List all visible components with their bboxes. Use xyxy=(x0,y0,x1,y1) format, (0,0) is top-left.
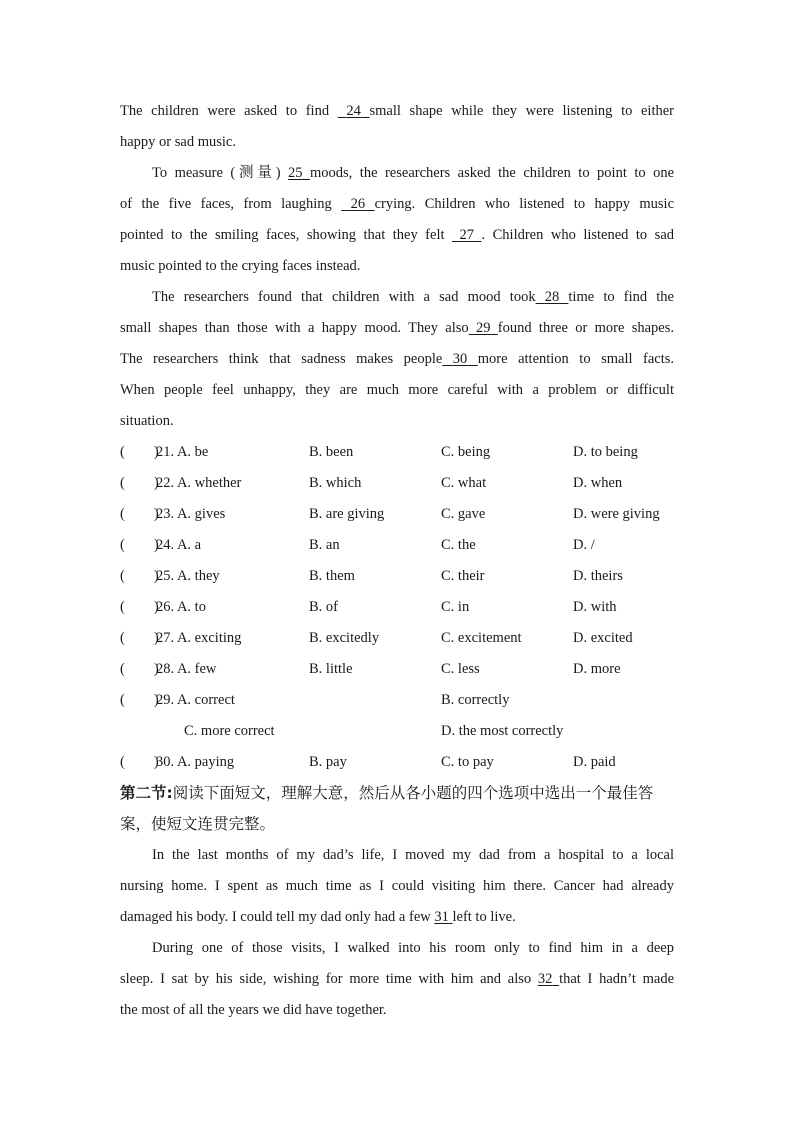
option-a: 24. A. a xyxy=(156,537,202,553)
option-a: 29. A. correct xyxy=(156,692,235,708)
question-29-cont xyxy=(120,716,674,747)
passage-line: When people feel unhappy, they are much more careful with a problem or difficult xyxy=(120,382,674,398)
option-d: D. the most correctly xyxy=(441,723,564,739)
blank-25: 25 xyxy=(288,165,303,181)
question-21 xyxy=(120,437,674,468)
option-c: C. in xyxy=(441,599,470,615)
exam-page xyxy=(120,96,674,1026)
answer-paren[interactable]: ( ) xyxy=(120,692,159,708)
question-29 xyxy=(120,685,674,716)
question-27 xyxy=(120,623,674,654)
answer-paren[interactable]: ( ) xyxy=(120,444,159,460)
passage-2 xyxy=(120,840,674,1026)
question-26 xyxy=(120,592,674,623)
blank-31: 31 xyxy=(434,909,449,925)
passage-1 xyxy=(120,96,674,437)
answer-paren[interactable]: ( ) xyxy=(120,475,159,491)
instruction-text: 阅读下面短文，理解大意，然后从各小题的四个选项中选出一个最佳答 xyxy=(172,784,654,802)
option-c: C. gave xyxy=(441,506,486,522)
answer-paren[interactable]: ( ) xyxy=(120,537,159,553)
option-c: C. excitement xyxy=(441,630,522,646)
answer-paren[interactable]: ( ) xyxy=(120,661,159,677)
section-heading xyxy=(120,778,674,809)
passage-line: happy or sad music. xyxy=(120,134,236,150)
option-d: D. more xyxy=(573,661,621,677)
option-a: 25. A. they xyxy=(156,568,220,584)
option-a: 28. A. few xyxy=(156,661,217,677)
passage-line: small shapes than those with a happy mood. They also 29 found three or more shapes. xyxy=(120,320,674,336)
section-2-instructions xyxy=(120,778,674,840)
option-b: B. little xyxy=(309,661,353,677)
answer-paren[interactable]: ( ) xyxy=(120,506,159,522)
option-c: C. less xyxy=(441,661,480,677)
passage-line: damaged his body. I could tell my dad only had a few 31 left to live. xyxy=(120,909,516,925)
option-a: 26. A. to xyxy=(156,599,206,615)
passage-line: of the five faces, from laughing 26 crying. Children who listened to happy music xyxy=(120,196,675,212)
option-d: D. to being xyxy=(573,444,638,460)
passage-line: nursing home. I spent as much time as I could visiting him there. Cancer had already xyxy=(120,878,674,894)
passage-line: In the last months of my dad’s life, I moved my dad from a hospital to a local xyxy=(152,847,674,863)
option-d: D. when xyxy=(573,475,623,491)
option-c: C. what xyxy=(441,475,487,491)
passage-line: pointed to the smiling faces, showing that they felt 27 . Children who listened to sad xyxy=(120,227,675,243)
passage-line: The children were asked to find 24 small shape while they were listening to either xyxy=(120,103,674,119)
option-d: D. were giving xyxy=(573,506,660,522)
option-c: C. to pay xyxy=(441,754,494,770)
option-b: B. them xyxy=(309,568,355,584)
question-list xyxy=(120,437,674,778)
option-a: 21. A. be xyxy=(156,444,209,460)
option-c: C. more correct xyxy=(184,723,275,739)
option-c: C. the xyxy=(441,537,476,553)
answer-paren[interactable]: ( ) xyxy=(120,754,159,770)
question-22 xyxy=(120,468,674,499)
option-a: 30. A. paying xyxy=(156,754,235,770)
passage-line: music pointed to the crying faces instead. xyxy=(120,258,361,274)
passage-line: During one of those visits, I walked into his room only to find him in a deep xyxy=(152,940,674,956)
passage-line: The researchers found that children with a sad mood took 28 time to find the xyxy=(152,289,674,305)
option-b: B. excitedly xyxy=(309,630,380,646)
question-24 xyxy=(120,530,674,561)
section-label: 第二节: xyxy=(120,784,173,802)
option-b: B. been xyxy=(309,444,354,460)
passage-line: the most of all the years we did have together. xyxy=(120,1002,387,1018)
option-d: D. / xyxy=(573,537,595,553)
option-d: D. excited xyxy=(573,630,633,646)
option-a: 27. A. exciting xyxy=(156,630,242,646)
option-c: C. being xyxy=(441,444,491,460)
question-25 xyxy=(120,561,674,592)
answer-paren[interactable]: ( ) xyxy=(120,568,159,584)
passage-line: To measure (测量) 25 moods, the researchers asked the children to point to one xyxy=(152,165,675,181)
blank-32: 32 xyxy=(537,971,553,987)
option-b: B. correctly xyxy=(441,692,510,708)
blank-24: 24 xyxy=(346,103,361,119)
option-d: D. theirs xyxy=(573,568,623,584)
blank-30: 30 xyxy=(452,351,468,367)
passage-line: situation. xyxy=(120,413,174,429)
option-d: D. paid xyxy=(573,754,616,770)
blank-27: 27 xyxy=(459,227,474,243)
instruction-text-cont: 案，使短文连贯完整。 xyxy=(120,815,276,833)
question-28 xyxy=(120,654,674,685)
passage-line: The researchers think that sadness makes people 30 more attention to small facts. xyxy=(120,351,674,367)
option-b: B. which xyxy=(309,475,362,491)
option-a: 23. A. gives xyxy=(156,506,226,522)
blank-29: 29 xyxy=(475,320,491,336)
option-b: B. an xyxy=(309,537,340,553)
option-d: D. with xyxy=(573,599,617,615)
option-b: B. are giving xyxy=(309,506,385,522)
option-b: B. of xyxy=(309,599,338,615)
answer-paren[interactable]: ( ) xyxy=(120,599,159,615)
question-23 xyxy=(120,499,674,530)
passage-line: sleep. I sat by his side, wishing for more time with him and also 32 that I hadn’t made xyxy=(120,971,675,987)
blank-26: 26 xyxy=(350,196,366,212)
option-b: B. pay xyxy=(309,754,347,770)
question-30 xyxy=(120,747,674,778)
option-a: 22. A. whether xyxy=(156,475,242,491)
option-c: C. their xyxy=(441,568,485,584)
blank-28: 28 xyxy=(544,289,560,305)
answer-paren[interactable]: ( ) xyxy=(120,630,159,646)
